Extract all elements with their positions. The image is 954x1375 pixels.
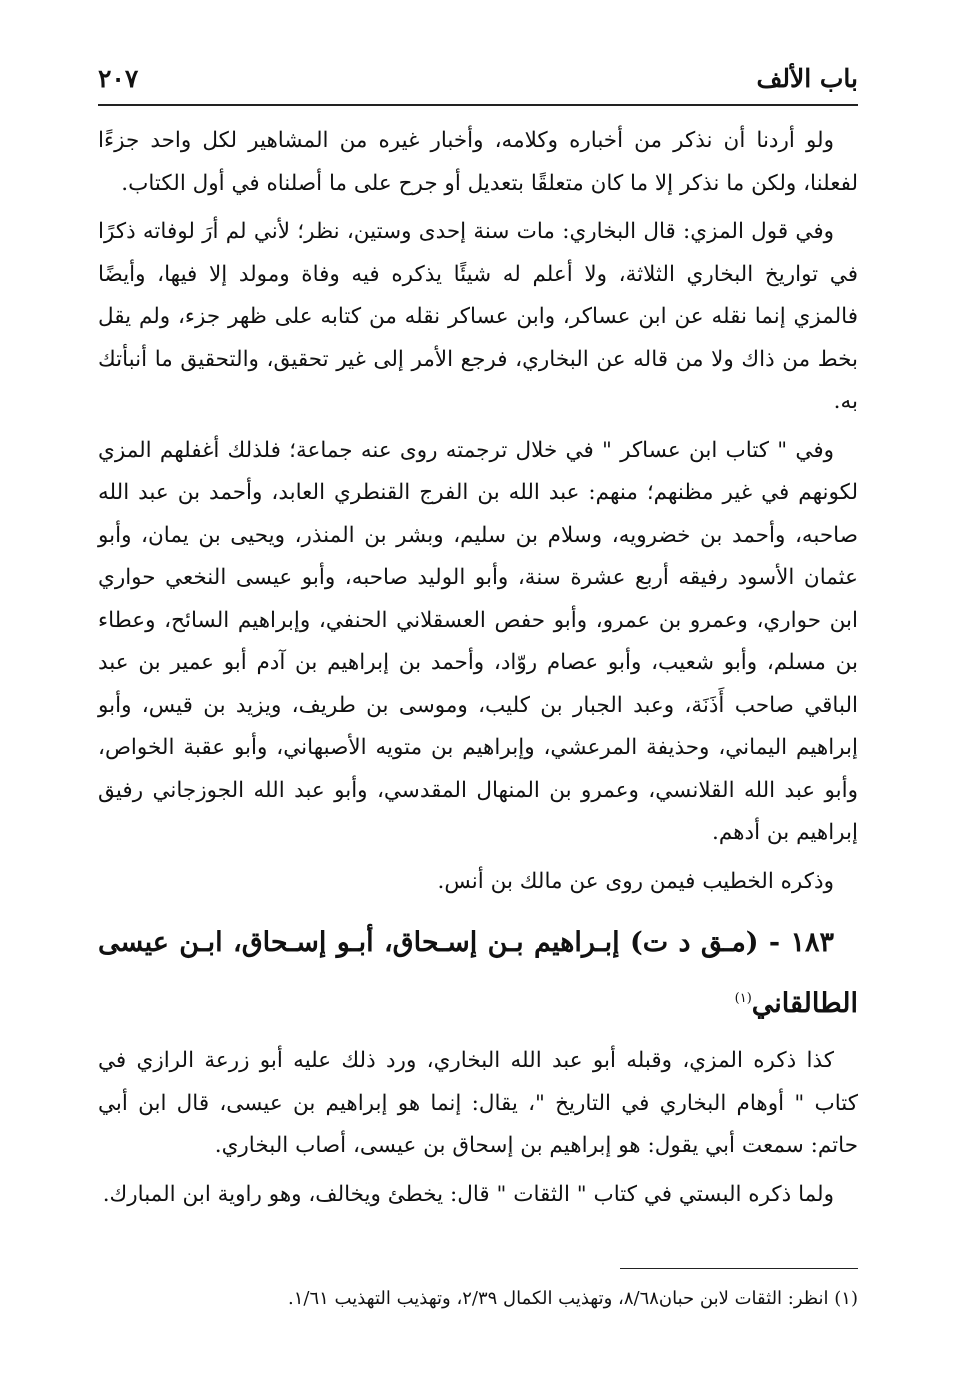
page-header [98,62,858,98]
running-title: باب الألف [756,64,858,93]
footnote-rule [620,1268,858,1269]
paragraph: ولما ذكره البستي في كتاب " الثقات " قال: يخطئ ويخالف، وهو راوية ابن المبارك. [102,1181,834,1207]
paragraph: وذكره الخطيب فيمن روى عن مالك بن أنس. [437,868,834,894]
paragraph: كذا ذكره المزي، وقبله أبو عبد الله البخاري، ورد ذلك عليه أبو زرعة الرازي في كتاب " أوهام البخاري في التاريخ "، يقال: إنما هو إبراهيم بن عيسى، قال ابن أبي حاتم: سمعت أبي يقول: هو إبراهيم بن إسحاق بن عيسى، أصاب البخاري. [98,1048,858,1158]
footnote-marker: (١) [734,991,752,1006]
main-text [98,120,858,1222]
paragraph: ولو أردنا أن نذكر من أخباره وكلامه، وأخبار غيره من المشاهير لكل واحد جزءًا لفعلنا، ولكن ما نذكر إلا ما كان متعلقًا بتعديل أو جرح على ما أصلناه في أول الكتاب. [98,128,858,196]
footnote: (١) انظر: الثقات لابن حبان٨/٦٨، وتهذيب الكمال ٢/٣٩، وتهذيب التهذيب ١/٦١. [287,1288,858,1309]
header-rule [98,104,858,106]
page-number: ٢٠٧ [98,64,139,93]
entry-heading [98,915,858,1032]
paragraph: وفي " كتاب ابن عساكر " في خلال ترجمته روى عنه جماعة؛ فلذلك أغفلهم المزي لكونهم في غير مظنهم؛ منهم: عبد الله بن الفرج القنطري العابد، وأحمد بن عبد الله صاحبه، وأحمد بن خضرويه، وسلام بن سليم، وبشر بن المنذر، ويحيى بن يمان، وأبو عثمان الأسود رفيقه أربع عشرة سنة، وأبو الوليد صاحبه، وأبو عيسى النخعي حواري ابن حواري، وعمرو بن عمرو، وأبو حفص العسقلاني الحنفي، وإبراهيم السائح، وعطاء بن مسلم، وأبو شعيب، وأبو عصام روّاد، وأحمد بن إبراهيم بن آدم أبو عمير بن عبد الباقي صاحب أَذَنَة، وعبد الجبار بن كليب، وموسى بن طريف، ويزيد بن قيس، وأبو إبراهيم اليماني، وحذيفة المرعشي، وإبراهيم بن متويه الأصبهاني، وأبو عقبة الخواص، وأبو عبد الله القلانسي، وعمرو بن المنهال المقدسي، وأبو عبد الله الجوزجاني رفيق إبراهيم بن أدهم. [98,437,858,845]
entry-heading-text: ١٨٣ - (مـق د ت) إبـراهيم بـن إسـحاق، أبـو إسـحاق، ابـن عيسى الطالقاني [98,927,858,1019]
paragraph: وفي قول المزي: قال البخاري: مات سنة إحدى وستين، نظر؛ لأني لم أرَ لوفاته ذكرًا في تواريخ البخاري الثلاثة، ولا أعلم له شيئًا يذكره فيه وفاة ومولد إلا فيها، وأيضًا فالمزي إنما نقله عن ابن عساكر، وابن عساكر نقله من كتابه على ظهر جزء، ولم يقل بخط من ذاك ولا من قاله عن البخاري، فرجع الأمر إلى غير تحقيق، والتحقيق ما أنبأتك به. [98,219,858,414]
